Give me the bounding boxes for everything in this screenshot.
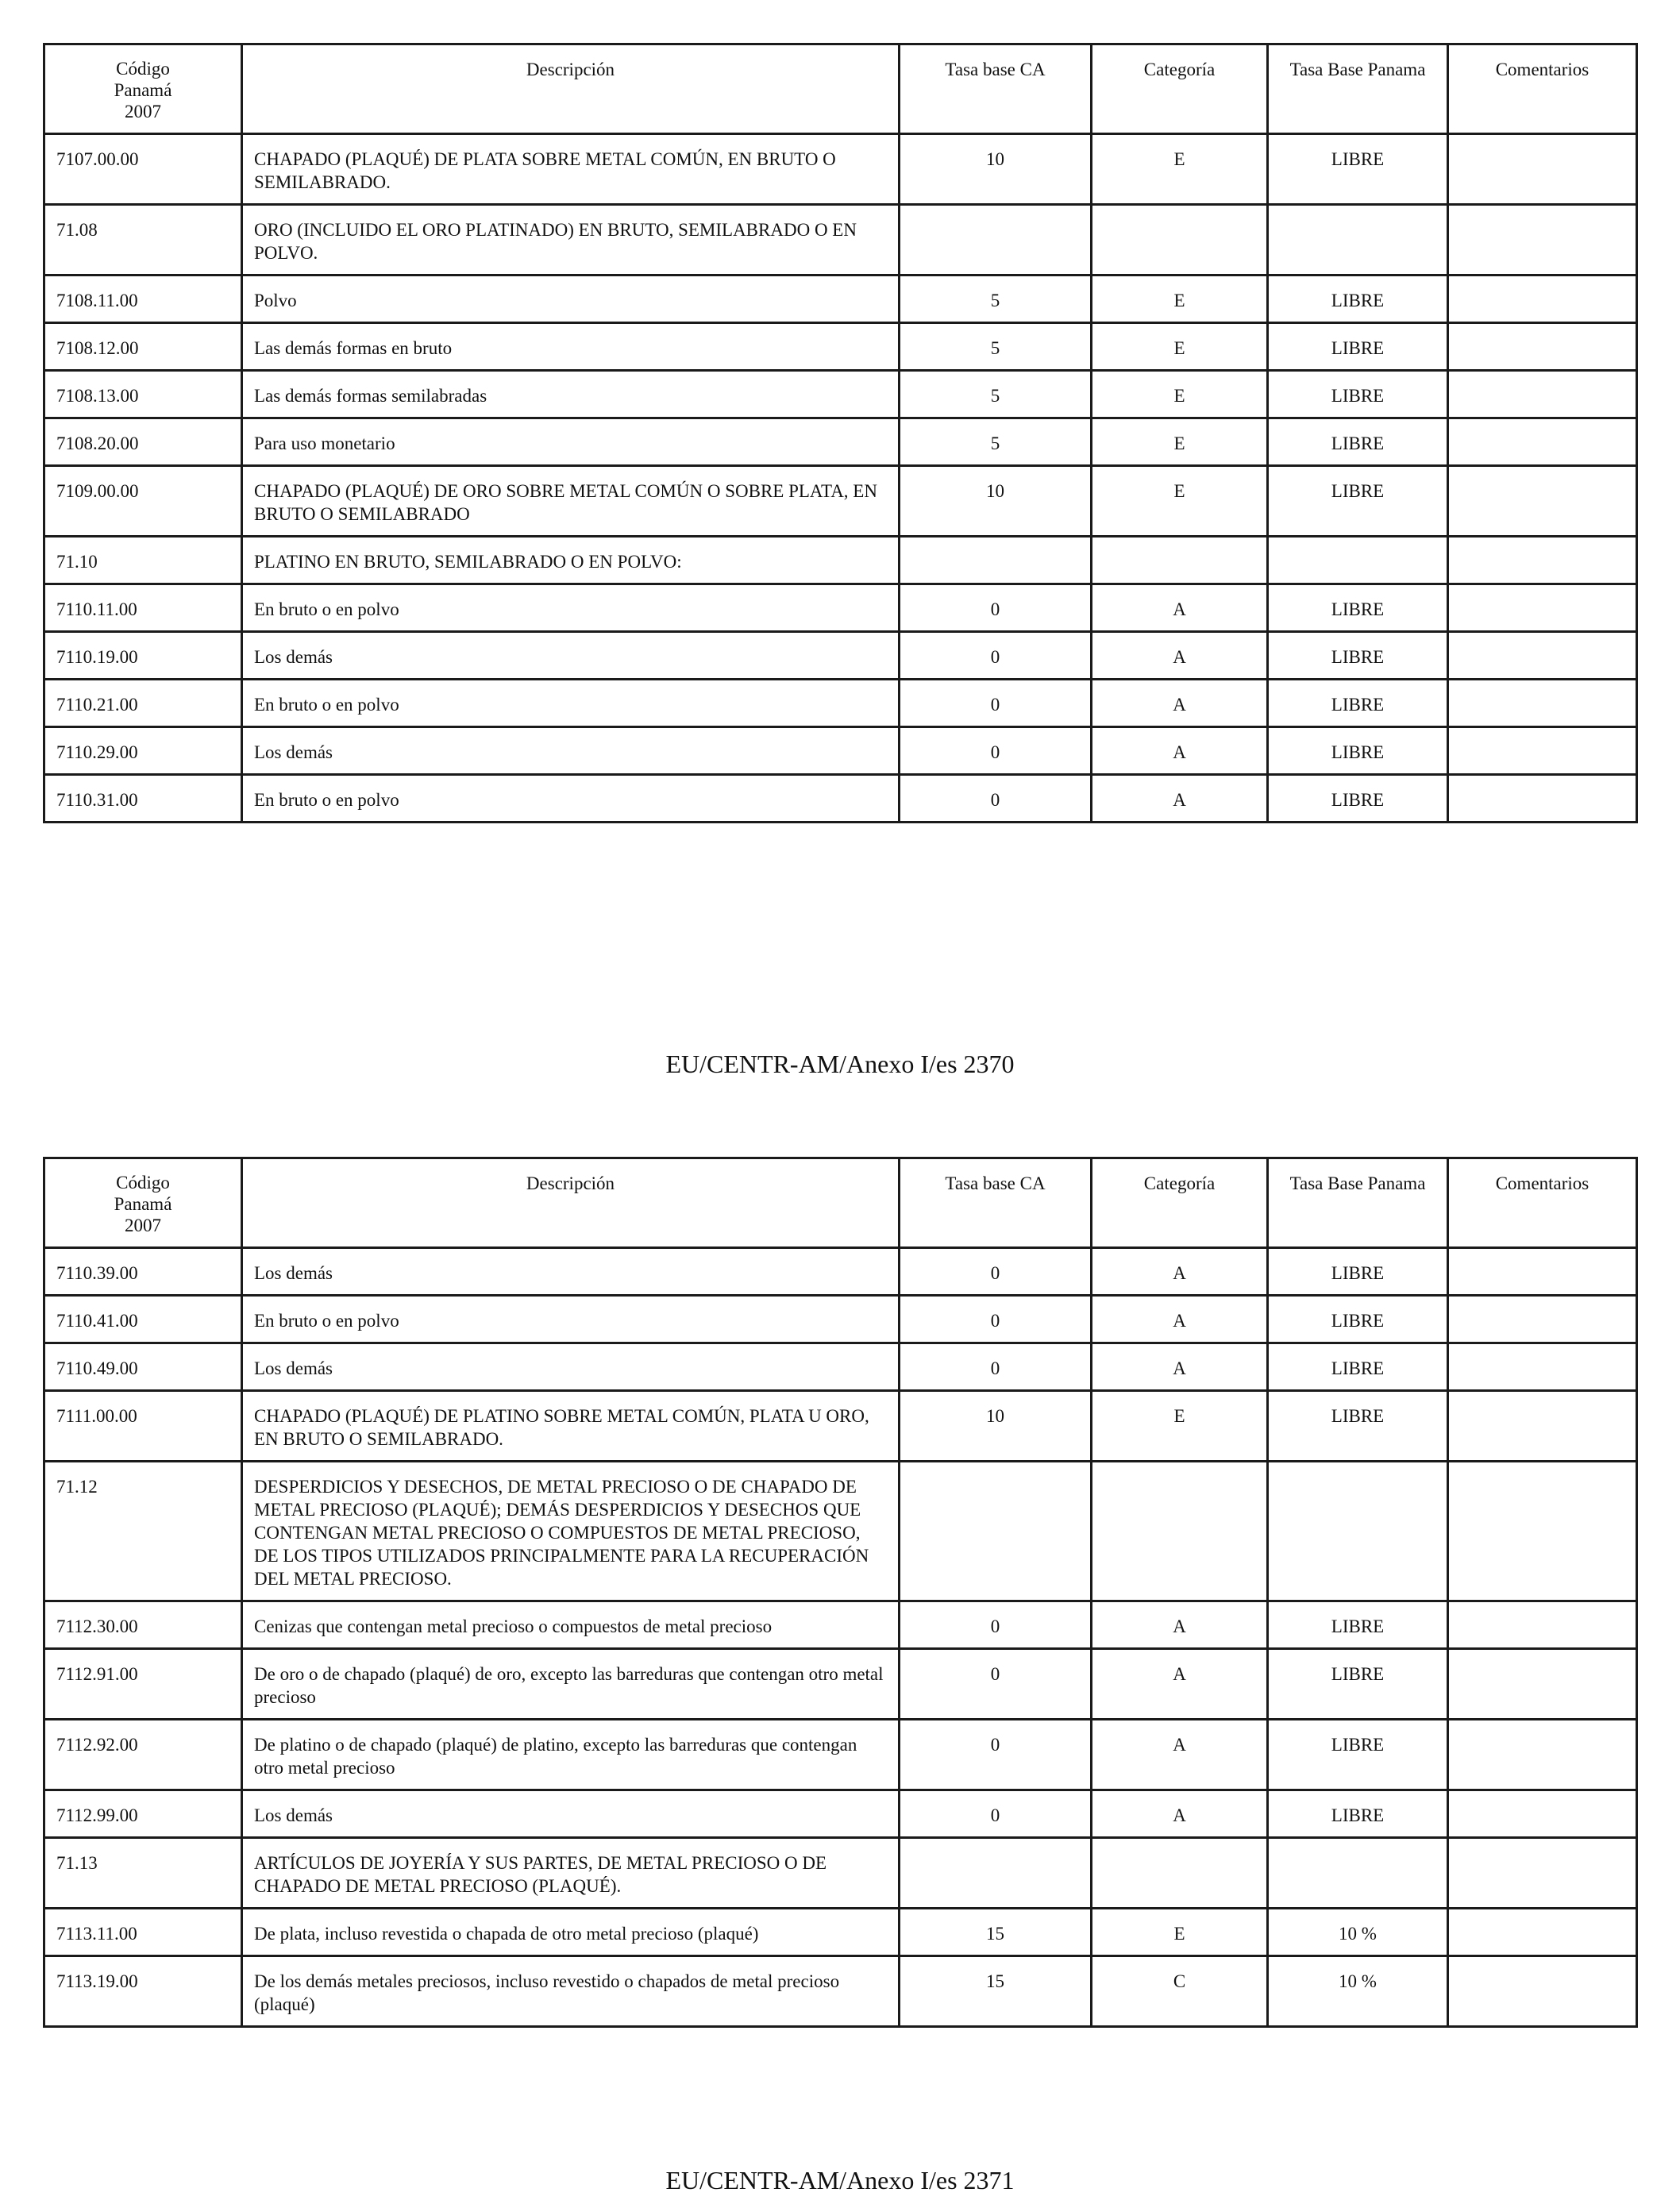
cell-description: CHAPADO (PLAQUÉ) DE PLATINO SOBRE METAL COMÚN, PLATA U ORO, EN BRUTO O SEMILABRADO. (242, 1391, 900, 1462)
cell-rate-panama: LIBRE (1268, 680, 1448, 727)
cell-rate-ca: 0 (900, 727, 1092, 775)
header-comments: Comentarios (1448, 1158, 1637, 1248)
cell-rate-ca: 10 (900, 134, 1092, 205)
table-row (44, 1909, 1637, 1956)
cell-category: A (1092, 1720, 1268, 1790)
cell-description: En bruto o en polvo (242, 1296, 900, 1343)
cell-code: 7110.19.00 (44, 632, 242, 680)
cell-code: 71.12 (44, 1462, 242, 1601)
header-rate-ca: Tasa base CA (900, 1158, 1092, 1248)
cell-rate-ca: 0 (900, 1790, 1092, 1838)
header-description: Descripción (242, 44, 900, 134)
cell-rate-panama (1268, 205, 1448, 276)
cell-comments (1448, 1601, 1637, 1649)
cell-rate-ca: 5 (900, 323, 1092, 371)
table-row (44, 1790, 1637, 1838)
table-row (44, 323, 1637, 371)
cell-rate-ca: 0 (900, 1343, 1092, 1391)
cell-rate-ca (900, 205, 1092, 276)
cell-category: A (1092, 1248, 1268, 1296)
cell-rate-panama: LIBRE (1268, 1649, 1448, 1720)
table-row (44, 134, 1637, 205)
table-row (44, 680, 1637, 727)
cell-code: 7112.91.00 (44, 1649, 242, 1720)
cell-comments (1448, 1296, 1637, 1343)
cell-description: Las demás formas en bruto (242, 323, 900, 371)
cell-comments (1448, 632, 1637, 680)
cell-comments (1448, 205, 1637, 276)
cell-comments (1448, 371, 1637, 418)
cell-rate-panama: LIBRE (1268, 727, 1448, 775)
cell-comments (1448, 680, 1637, 727)
cell-category: E (1092, 276, 1268, 323)
tariff-table-page-2371 (43, 1157, 1638, 2028)
cell-rate-ca: 10 (900, 466, 1092, 537)
cell-description: CHAPADO (PLAQUÉ) DE ORO SOBRE METAL COMÚN O SOBRE PLATA, EN BRUTO O SEMILABRADO (242, 466, 900, 537)
cell-code: 7108.11.00 (44, 276, 242, 323)
cell-rate-panama: LIBRE (1268, 1790, 1448, 1838)
cell-category: E (1092, 323, 1268, 371)
cell-code: 7110.39.00 (44, 1248, 242, 1296)
header-description: Descripción (242, 1158, 900, 1248)
cell-code: 7110.11.00 (44, 584, 242, 632)
cell-description: CHAPADO (PLAQUÉ) DE PLATA SOBRE METAL COMÚN, EN BRUTO O SEMILABRADO. (242, 134, 900, 205)
table-body (44, 1248, 1637, 2027)
cell-comments (1448, 1462, 1637, 1601)
cell-rate-panama: LIBRE (1268, 276, 1448, 323)
cell-category: A (1092, 1343, 1268, 1391)
header-row (44, 1158, 1637, 1248)
cell-code: 7108.13.00 (44, 371, 242, 418)
cell-rate-panama (1268, 1838, 1448, 1909)
cell-rate-ca: 0 (900, 1720, 1092, 1790)
cell-rate-ca (900, 1838, 1092, 1909)
cell-code: 71.13 (44, 1838, 242, 1909)
cell-rate-panama: LIBRE (1268, 323, 1448, 371)
cell-description: En bruto o en polvo (242, 584, 900, 632)
table-row (44, 1296, 1637, 1343)
cell-comments (1448, 1248, 1637, 1296)
cell-code: 7113.11.00 (44, 1909, 242, 1956)
cell-code: 7112.30.00 (44, 1601, 242, 1649)
cell-description: En bruto o en polvo (242, 680, 900, 727)
cell-category (1092, 1838, 1268, 1909)
cell-rate-ca: 10 (900, 1391, 1092, 1462)
cell-description: Los demás (242, 727, 900, 775)
table-row (44, 1720, 1637, 1790)
table-row (44, 1248, 1637, 1296)
page-footer: EU/CENTR-AM/Anexo I/es 2370 (665, 1050, 1015, 1078)
cell-description: Las demás formas semilabradas (242, 371, 900, 418)
cell-description: ARTÍCULOS DE JOYERÍA Y SUS PARTES, DE METAL PRECIOSO O DE CHAPADO DE METAL PRECIOSO (PLAQUÉ). (242, 1838, 900, 1909)
cell-code: 7113.19.00 (44, 1956, 242, 2027)
cell-category: A (1092, 584, 1268, 632)
cell-comments (1448, 1720, 1637, 1790)
cell-category: E (1092, 1391, 1268, 1462)
cell-code: 7112.92.00 (44, 1720, 242, 1790)
cell-description: Cenizas que contengan metal precioso o compuestos de metal precioso (242, 1601, 900, 1649)
cell-rate-panama: LIBRE (1268, 1248, 1448, 1296)
cell-rate-ca: 0 (900, 680, 1092, 727)
cell-code: 7110.29.00 (44, 727, 242, 775)
header-comments: Comentarios (1448, 44, 1637, 134)
table-row (44, 1649, 1637, 1720)
cell-comments (1448, 276, 1637, 323)
cell-code: 7110.49.00 (44, 1343, 242, 1391)
table-row (44, 466, 1637, 537)
cell-description: Los demás (242, 1343, 900, 1391)
cell-comments (1448, 1391, 1637, 1462)
cell-code: 7111.00.00 (44, 1391, 242, 1462)
table-row (44, 276, 1637, 323)
cell-rate-panama: LIBRE (1268, 371, 1448, 418)
cell-comments (1448, 584, 1637, 632)
cell-description: Para uso monetario (242, 418, 900, 466)
cell-rate-panama: LIBRE (1268, 1343, 1448, 1391)
cell-rate-panama (1268, 1462, 1448, 1601)
table-row (44, 1838, 1637, 1909)
cell-category (1092, 1462, 1268, 1601)
table-row (44, 205, 1637, 276)
cell-comments (1448, 537, 1637, 584)
cell-code: 7110.41.00 (44, 1296, 242, 1343)
cell-comments (1448, 1790, 1637, 1838)
cell-category: E (1092, 418, 1268, 466)
cell-description: DESPERDICIOS Y DESECHOS, DE METAL PRECIOSO O DE CHAPADO DE METAL PRECIOSO (PLAQUÉ); DEMÁS DESPERDICIOS Y DESECHOS QUE CONTENGAN METAL PRECIOSO O COMPUESTOS DE METAL PRECIOSO, DE LOS TIPOS UTILIZADOS PRINCIPALMENTE PARA LA RECUPERACIÓN DEL METAL PRECIOSO. (242, 1462, 900, 1601)
cell-description: Polvo (242, 276, 900, 323)
cell-category: A (1092, 1296, 1268, 1343)
table-row (44, 584, 1637, 632)
cell-category: A (1092, 1790, 1268, 1838)
cell-code: 7108.12.00 (44, 323, 242, 371)
cell-rate-panama: LIBRE (1268, 632, 1448, 680)
cell-code: 71.08 (44, 205, 242, 276)
cell-rate-ca: 15 (900, 1956, 1092, 2027)
cell-rate-ca: 0 (900, 1296, 1092, 1343)
cell-rate-ca (900, 537, 1092, 584)
cell-rate-ca: 0 (900, 1649, 1092, 1720)
table-row (44, 1601, 1637, 1649)
cell-comments (1448, 727, 1637, 775)
cell-comments (1448, 1838, 1637, 1909)
cell-rate-ca: 0 (900, 632, 1092, 680)
table-row (44, 537, 1637, 584)
cell-category: C (1092, 1956, 1268, 2027)
cell-code: 7112.99.00 (44, 1790, 242, 1838)
table-body (44, 134, 1637, 823)
cell-description: ORO (INCLUIDO EL ORO PLATINADO) EN BRUTO, SEMILABRADO O EN POLVO. (242, 205, 900, 276)
cell-rate-panama: LIBRE (1268, 775, 1448, 823)
cell-rate-ca: 5 (900, 276, 1092, 323)
cell-rate-ca: 5 (900, 371, 1092, 418)
cell-rate-panama: LIBRE (1268, 418, 1448, 466)
cell-rate-ca (900, 1462, 1092, 1601)
cell-rate-ca: 5 (900, 418, 1092, 466)
cell-rate-ca: 0 (900, 584, 1092, 632)
cell-rate-panama: LIBRE (1268, 1391, 1448, 1462)
header-rate-panama: Tasa Base Panama (1268, 1158, 1448, 1248)
table-row (44, 371, 1637, 418)
cell-description: Los demás (242, 1248, 900, 1296)
cell-description: En bruto o en polvo (242, 775, 900, 823)
header-row (44, 44, 1637, 134)
header-code: Código Panamá 2007 (44, 1158, 242, 1248)
cell-comments (1448, 1649, 1637, 1720)
cell-rate-panama: LIBRE (1268, 584, 1448, 632)
cell-category (1092, 205, 1268, 276)
cell-comments (1448, 466, 1637, 537)
cell-category: A (1092, 1601, 1268, 1649)
cell-comments (1448, 418, 1637, 466)
header-rate-panama: Tasa Base Panama (1268, 44, 1448, 134)
cell-comments (1448, 323, 1637, 371)
cell-description: De oro o de chapado (plaqué) de oro, excepto las barreduras que contengan otro metal precioso (242, 1649, 900, 1720)
tariff-table-page-2370 (43, 43, 1638, 823)
cell-comments (1448, 134, 1637, 205)
cell-rate-ca: 15 (900, 1909, 1092, 1956)
cell-code: 7108.20.00 (44, 418, 242, 466)
cell-rate-panama: 10 % (1268, 1909, 1448, 1956)
cell-category: A (1092, 775, 1268, 823)
cell-category (1092, 537, 1268, 584)
cell-comments (1448, 1343, 1637, 1391)
table-row (44, 632, 1637, 680)
table-row (44, 775, 1637, 823)
cell-description: Los demás (242, 1790, 900, 1838)
cell-comments (1448, 775, 1637, 823)
cell-category: A (1092, 680, 1268, 727)
cell-description: De platino o de chapado (plaqué) de platino, excepto las barreduras que contengan otro metal precioso (242, 1720, 900, 1790)
cell-rate-ca: 0 (900, 1248, 1092, 1296)
cell-comments (1448, 1956, 1637, 2027)
cell-code: 7107.00.00 (44, 134, 242, 205)
cell-description: Los demás (242, 632, 900, 680)
cell-category: E (1092, 1909, 1268, 1956)
cell-code: 7109.00.00 (44, 466, 242, 537)
cell-category: E (1092, 466, 1268, 537)
cell-comments (1448, 1909, 1637, 1956)
cell-code: 7110.21.00 (44, 680, 242, 727)
cell-category: A (1092, 1649, 1268, 1720)
cell-rate-panama: LIBRE (1268, 1601, 1448, 1649)
cell-category: E (1092, 134, 1268, 205)
table-row (44, 727, 1637, 775)
header-category: Categoría (1092, 44, 1268, 134)
cell-rate-panama: LIBRE (1268, 134, 1448, 205)
cell-rate-panama: LIBRE (1268, 466, 1448, 537)
table-row (44, 1343, 1637, 1391)
header-category: Categoría (1092, 1158, 1268, 1248)
cell-category: E (1092, 371, 1268, 418)
table-row (44, 418, 1637, 466)
cell-code: 7110.31.00 (44, 775, 242, 823)
cell-category: A (1092, 727, 1268, 775)
header-code: Código Panamá 2007 (44, 44, 242, 134)
cell-rate-panama (1268, 537, 1448, 584)
page-footer: EU/CENTR-AM/Anexo I/es 2371 (665, 2166, 1015, 2194)
cell-description: De plata, incluso revestida o chapada de otro metal precioso (plaqué) (242, 1909, 900, 1956)
cell-rate-ca: 0 (900, 1601, 1092, 1649)
cell-category: A (1092, 632, 1268, 680)
table-row (44, 1956, 1637, 2027)
cell-description: De los demás metales preciosos, incluso revestido o chapados de metal precioso (plaqué) (242, 1956, 900, 2027)
table-row (44, 1462, 1637, 1601)
cell-code: 71.10 (44, 537, 242, 584)
cell-description: PLATINO EN BRUTO, SEMILABRADO O EN POLVO: (242, 537, 900, 584)
cell-rate-panama: 10 % (1268, 1956, 1448, 2027)
cell-rate-panama: LIBRE (1268, 1720, 1448, 1790)
cell-rate-ca: 0 (900, 775, 1092, 823)
cell-rate-panama: LIBRE (1268, 1296, 1448, 1343)
table-row (44, 1391, 1637, 1462)
header-rate-ca: Tasa base CA (900, 44, 1092, 134)
